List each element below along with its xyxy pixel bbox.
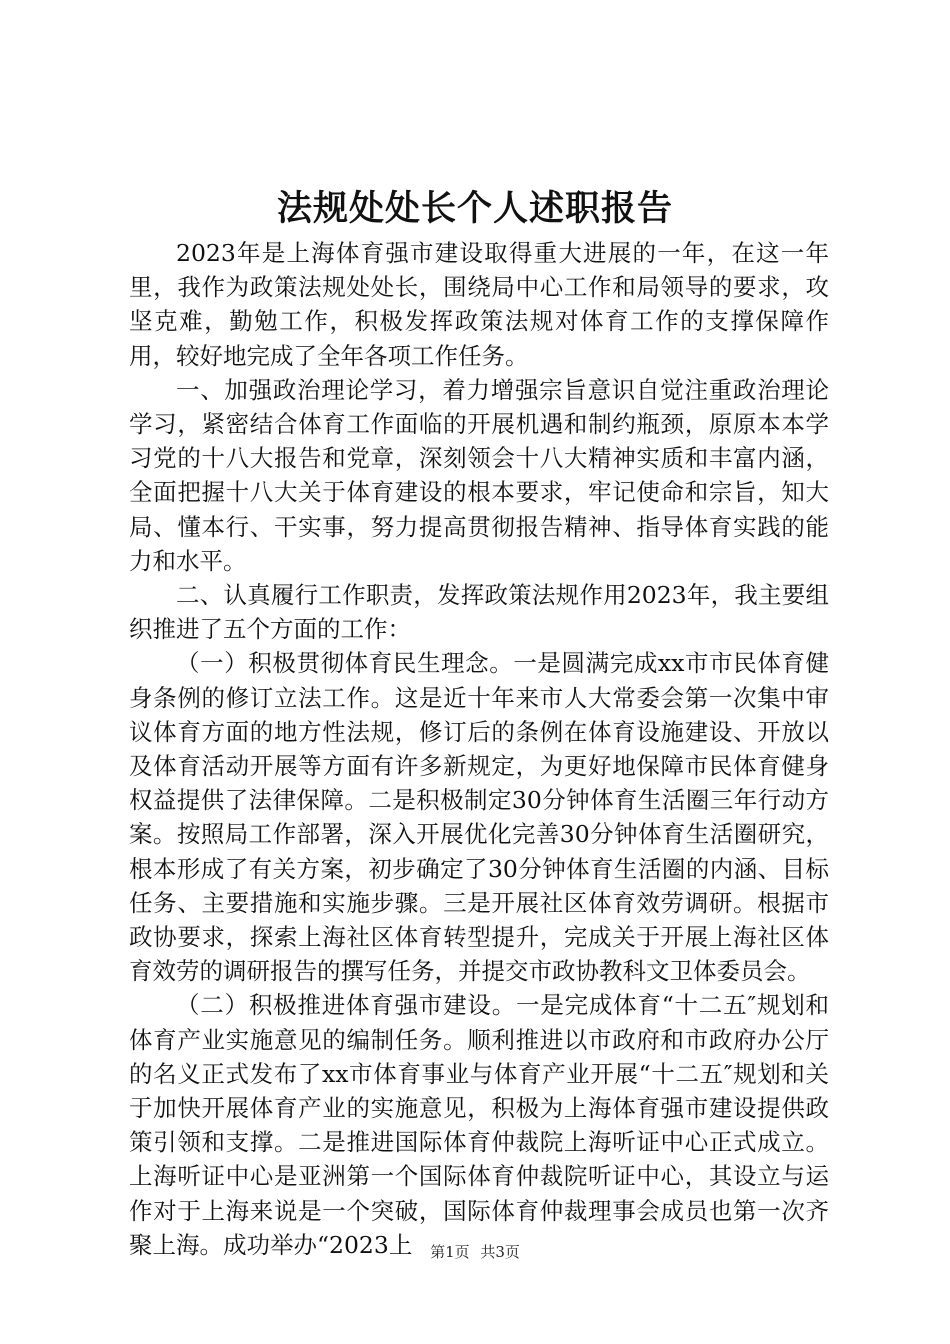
document-title: 法规处处长个人述职报告 [276, 188, 673, 229]
paragraph-intro: 2023年是上海体育强市建设取得重大进展的一年，在这一年里，我作为政策法规处处长，围绕局中心工作和局领导的要求，攻坚克难，勤勉工作，积极发挥政策法规对体育工作的支撑保障作用，较好地完成了全年各项工作任务。 [129, 239, 829, 370]
paragraph-section-one: 一、加强政治理论学习，着力增强宗旨意识自觉注重政治理论学习，紧密结合体育工作面临的开展机遇和制约瓶颈，原原本本学习党的十八大报告和党章，深刻领会十八大精神实质和丰富内涵，全面把握十八大关于体育建设的根本要求，牢记使命和宗旨，知大局、懂本行、干实事，努力提高贯彻报告精神、指导体育实践的能力和水平。 [129, 375, 829, 575]
page-total: 共3页 [480, 1243, 520, 1261]
page-footer [0, 1242, 950, 1262]
paragraph-subsection-one: （一）积极贯彻体育民生理念。一是圆满完成xx市市民体育健身条例的修订立法工作。这是近十年来市人大常委会第一次集中审议体育方面的地方性法规，修订后的条例在体育设施建设、开放以及体育活动开展等方面有许多新规定，为更好地保障市民体育健身权益提供了法律保障。二是积极制定30分钟体育生活圈三年行动方案。按照局工作部署，深入开展优化完善30分钟体育生活圈研究，根本形成了有关方案，初步确定了30分钟体育生活圈的内涵、目标任务、主要措施和实施步骤。三是开展社区体育效劳调研。根据市政协要求，探索上海社区体育转型提升，完成关于开展上海社区体育效劳的调研报告的撰写任务，并提交市政协教科文卫体委员会。 [129, 649, 829, 986]
paragraph-section-two: 二、认真履行工作职责，发挥政策法规作用2023年，我主要组织推进了五个方面的工作： [129, 581, 829, 644]
page-number: 第1页 [430, 1243, 470, 1261]
paragraph-subsection-two: （二）积极推进体育强市建设。一是完成体育“十二五″规划和体育产业实施意见的编制任务。顺利推进以市政府和市政府办公厅的名义正式发布了xx市体育事业与体育产业开展“十二五″规划和关于加快开展体育产业的实施意见，积极为上海体育强市建设提供政策引领和支撑。二是推进国际体育仲裁院上海听证中心正式成立。上海听证中心是亚洲第一个国际体育仲裁院听证中心，其设立与运作对于上海来说是一个突破，国际体育仲裁理事会成员也第一次齐聚上海。成功举办“2023上 [129, 991, 829, 1259]
document-body [129, 236, 829, 1262]
